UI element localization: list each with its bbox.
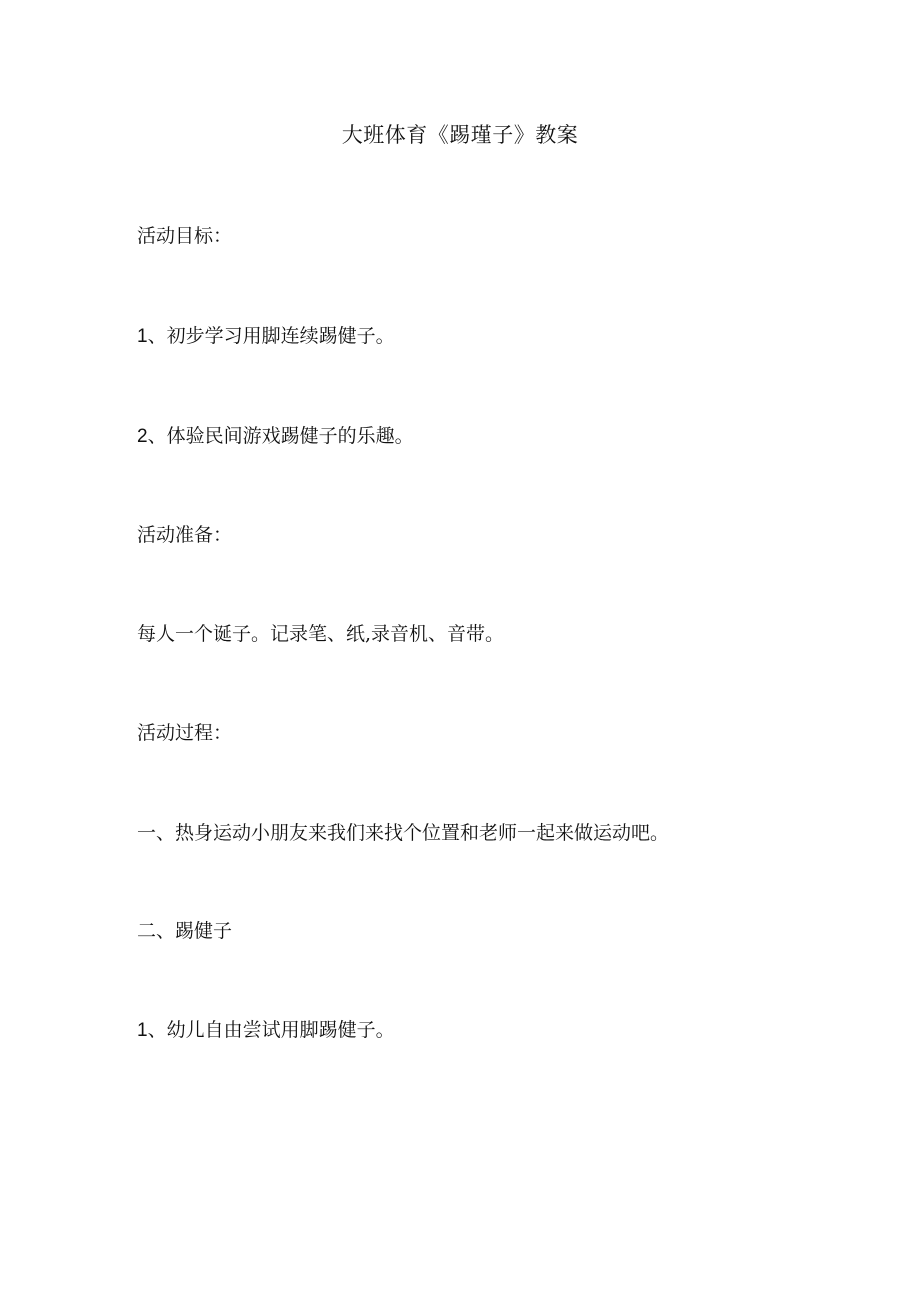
item-number: 1 — [137, 1020, 148, 1041]
line-text: 活动目标： — [137, 225, 233, 247]
item-number: 1 — [137, 326, 148, 347]
line-text: 一、热身运动小朋友来我们来找个位置和老师一起来做运动吧。 — [137, 822, 670, 844]
goal-item-2 — [137, 422, 414, 451]
line-text: 活动过程： — [137, 722, 233, 744]
line-text: 、体验民间游戏踢健子的乐趣。 — [147, 425, 414, 447]
line-text: 活动准备： — [137, 524, 233, 546]
process-substep-1 — [137, 1016, 395, 1045]
preparation-text — [137, 620, 504, 648]
heading-activity-preparation — [137, 521, 232, 549]
line-text: 、幼儿自由尝试用脚踢健子。 — [147, 1019, 395, 1041]
heading-activity-process — [137, 719, 232, 747]
line-text: 二、踢健子 — [137, 920, 233, 942]
line-text: 每人一个诞子。记录笔、纸,录音机、音带。 — [137, 623, 505, 645]
goal-item-1 — [137, 322, 395, 351]
line-text: 、初步学习用脚连续踢健子。 — [147, 325, 395, 347]
document-title: 大班体育《踢瑾子》教案 — [341, 123, 579, 147]
item-number: 2 — [137, 426, 148, 447]
heading-activity-goals — [137, 222, 232, 250]
process-step-1 — [137, 819, 669, 847]
process-step-2 — [137, 917, 232, 945]
